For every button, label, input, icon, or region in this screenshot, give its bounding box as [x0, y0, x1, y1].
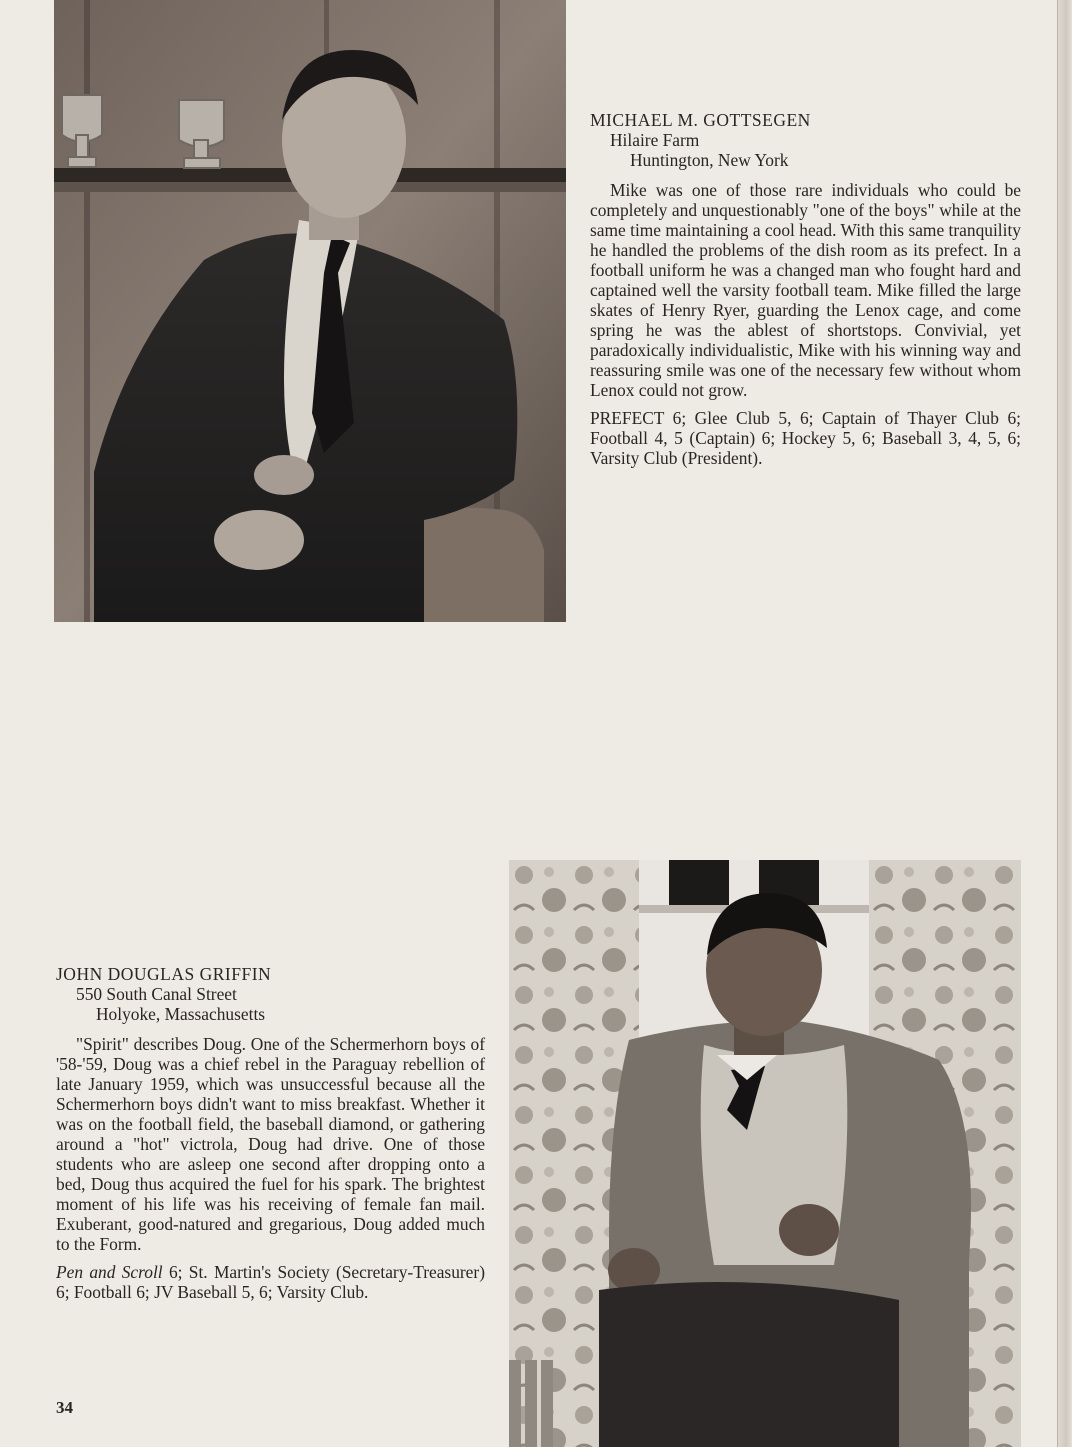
page-number: 34: [56, 1398, 73, 1417]
activities-italic: Pen and Scroll: [56, 1262, 163, 1282]
student-name: JOHN DOUGLAS GRIFFIN: [56, 964, 272, 984]
address-line-2: Huntington, New York: [630, 150, 789, 170]
page-edge: [1057, 0, 1072, 1447]
portrait-photo-gottsegen: [54, 0, 566, 622]
student-name: MICHAEL M. GOTTSEGEN: [590, 110, 811, 130]
activities-list: PREFECT 6; Glee Club 5, 6; Captain of Thayer Club 6; Football 4, 5 (Captain) 6; Hockey 5, 6; Baseball 3, 4, 5, 6; Varsity Club (President).: [590, 408, 1021, 468]
address-line-1: Hilaire Farm: [610, 130, 700, 150]
activities-list: [56, 1262, 485, 1302]
address-line-2: Holyoke, Massachusetts: [96, 1004, 266, 1024]
biography: Mike was one of those rare individuals who could be completely and unquestionably "one of the boys" while at the same time maintaining a cool head. With this same tranquility he handled the problems of the dish room as its prefect. In a football uniform he was a changed man who fought hard and captained well the varsity football team. Mike filled the large skates of Henry Ryer, guarding the Lenox cage, and come spring he was the ablest of shortstops. Convivial, yet paradoxically individualistic, Mike with his winning way and reassuring smile was one of the necessary few without whom Lenox could not grow.: [590, 180, 1021, 400]
address-line-1: 550 South Canal Street: [76, 984, 237, 1004]
entry-gottsegen: [590, 110, 1021, 468]
entry-griffin: [56, 964, 485, 1302]
activities-rest: 6; St. Martin's Society (Secretary-Treasurer) 6; Football 6; JV Baseball 5, 6; Varsity Club.: [56, 1262, 485, 1302]
biography: "Spirit" describes Doug. One of the Schermerhorn boys of '58-'59, Doug was a chief rebel in the Paraguay rebellion of late January 1959, which was unsuccessful because all the Schermerhorn boys didn't want to miss breakfast. Whether it was on the football field, the baseball diamond, or gathering around a "hot" victrola, Doug had drive. One of those students who are asleep one second after dropping onto a bed, Doug thus acquired the fuel for his spark. The brightest moment of his life was his receiving of female fan mail. Exuberant, good-natured and gregarious, Doug added much to the Form.: [56, 1034, 485, 1254]
portrait-photo-griffin: [509, 860, 1021, 1447]
